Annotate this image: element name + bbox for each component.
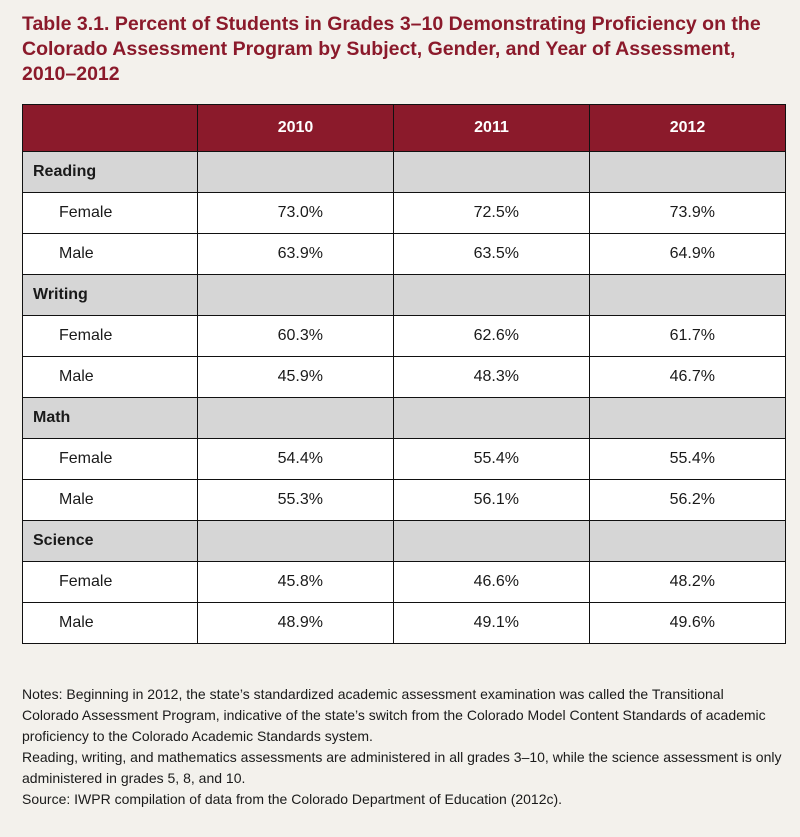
value-cell: 56.1% bbox=[394, 480, 590, 521]
section-cell bbox=[198, 152, 394, 193]
header-year-2011: 2011 bbox=[394, 105, 590, 152]
section-cell bbox=[394, 275, 590, 316]
table-row bbox=[23, 357, 786, 398]
section-cell bbox=[590, 521, 786, 562]
section-label: Math bbox=[23, 398, 198, 439]
value-cell: 63.5% bbox=[394, 234, 590, 275]
row-label: Female bbox=[23, 193, 198, 234]
row-label: Female bbox=[23, 316, 198, 357]
value-cell: 48.3% bbox=[394, 357, 590, 398]
value-cell: 49.6% bbox=[590, 603, 786, 644]
value-cell: 55.4% bbox=[590, 439, 786, 480]
section-cell bbox=[198, 275, 394, 316]
table-row bbox=[23, 480, 786, 521]
row-label: Male bbox=[23, 357, 198, 398]
section-cell bbox=[394, 521, 590, 562]
value-cell: 61.7% bbox=[590, 316, 786, 357]
value-cell: 55.3% bbox=[198, 480, 394, 521]
table-title: Table 3.1. Percent of Students in Grades 3–10 Demonstrating Proficiency on the Colorado Assessment Program by Subject, Gender, and Year of Assessment, 2010–2012 bbox=[22, 13, 761, 85]
row-label: Female bbox=[23, 562, 198, 603]
section-cell bbox=[590, 152, 786, 193]
section-cell bbox=[394, 152, 590, 193]
value-cell: 72.5% bbox=[394, 193, 590, 234]
notes-paragraph-assessments: Reading, writing, and mathematics assessments are administered in all grades 3–10, while the science assessment is only administered in grades 5, 8, and 10. bbox=[22, 749, 782, 786]
row-label: Male bbox=[23, 480, 198, 521]
section-cell bbox=[198, 521, 394, 562]
section-cell bbox=[590, 275, 786, 316]
section-row-reading bbox=[23, 152, 786, 193]
header-year-2010: 2010 bbox=[198, 105, 394, 152]
header-corner-cell bbox=[23, 105, 198, 152]
value-cell: 48.2% bbox=[590, 562, 786, 603]
value-cell: 63.9% bbox=[198, 234, 394, 275]
table-row bbox=[23, 193, 786, 234]
header-row bbox=[23, 105, 786, 152]
section-label: Science bbox=[23, 521, 198, 562]
row-label: Male bbox=[23, 234, 198, 275]
value-cell: 49.1% bbox=[394, 603, 590, 644]
value-cell: 62.6% bbox=[394, 316, 590, 357]
notes-paragraph: Notes: Beginning in 2012, the state’s standardized academic assessment examination was called the Transitional Colorado Assessment Program, indicative of the state’s switch from the Colorado Model Content Standards of academic proficiency to the Colorado Academic Standards system. bbox=[22, 686, 766, 744]
table-row bbox=[23, 439, 786, 480]
table-row bbox=[23, 234, 786, 275]
section-row-science bbox=[23, 521, 786, 562]
section-label: Writing bbox=[23, 275, 198, 316]
header-year-2012: 2012 bbox=[590, 105, 786, 152]
value-cell: 73.9% bbox=[590, 193, 786, 234]
section-row-math bbox=[23, 398, 786, 439]
value-cell: 48.9% bbox=[198, 603, 394, 644]
value-cell: 56.2% bbox=[590, 480, 786, 521]
value-cell: 46.7% bbox=[590, 357, 786, 398]
table-notes bbox=[22, 684, 782, 810]
value-cell: 45.8% bbox=[198, 562, 394, 603]
row-label: Female bbox=[23, 439, 198, 480]
section-cell bbox=[394, 398, 590, 439]
table-row bbox=[23, 562, 786, 603]
table-row bbox=[23, 603, 786, 644]
proficiency-table bbox=[22, 104, 786, 644]
source-line: Source: IWPR compilation of data from the Colorado Department of Education (2012c). bbox=[22, 791, 563, 807]
section-cell bbox=[590, 398, 786, 439]
section-label: Reading bbox=[23, 152, 198, 193]
value-cell: 60.3% bbox=[198, 316, 394, 357]
value-cell: 55.4% bbox=[394, 439, 590, 480]
table-row bbox=[23, 316, 786, 357]
section-cell bbox=[198, 398, 394, 439]
value-cell: 64.9% bbox=[590, 234, 786, 275]
value-cell: 46.6% bbox=[394, 562, 590, 603]
value-cell: 54.4% bbox=[198, 439, 394, 480]
value-cell: 73.0% bbox=[198, 193, 394, 234]
section-row-writing bbox=[23, 275, 786, 316]
value-cell: 45.9% bbox=[198, 357, 394, 398]
row-label: Male bbox=[23, 603, 198, 644]
